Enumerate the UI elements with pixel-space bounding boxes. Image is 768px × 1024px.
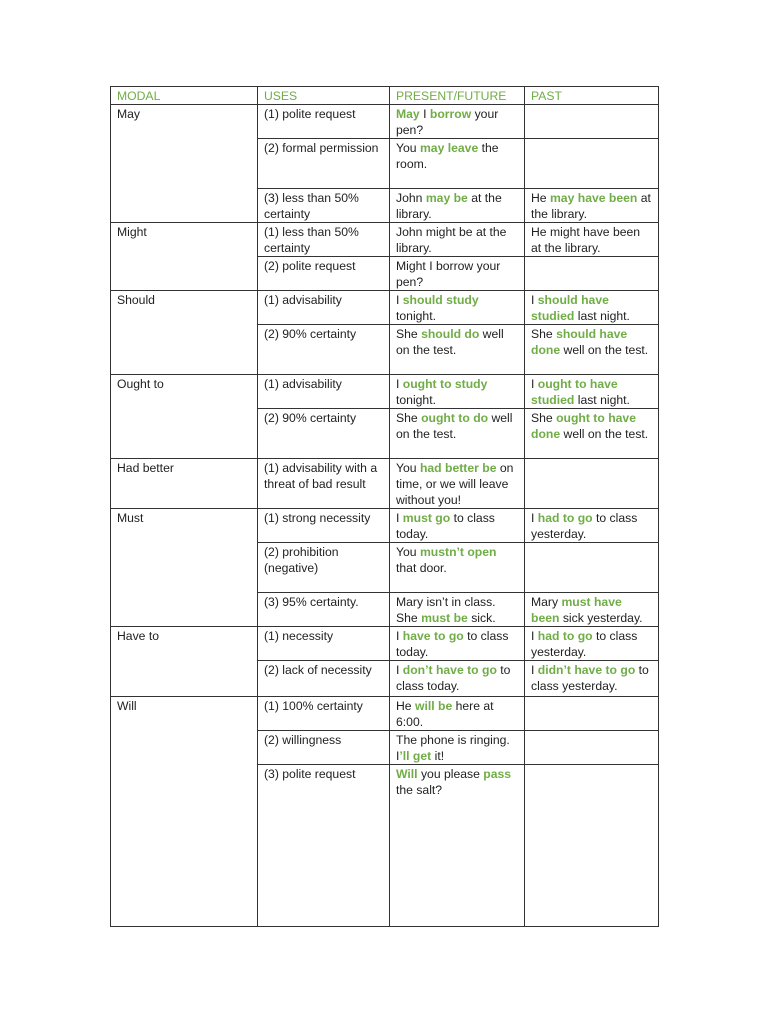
- example-text: I: [396, 511, 403, 525]
- past-example-cell: [525, 189, 659, 223]
- use-cell: (3) polite request: [258, 765, 390, 927]
- example-text: He might have been at the library.: [531, 225, 641, 255]
- present-example-cell: [390, 223, 525, 257]
- example-text: She: [396, 411, 422, 425]
- example-text: You: [396, 545, 420, 559]
- modals-table-body: [111, 87, 659, 927]
- past-example-cell: [525, 291, 659, 325]
- example-text: She: [531, 327, 557, 341]
- example-text: last night.: [574, 393, 630, 407]
- table-row: [111, 291, 659, 325]
- present-example-cell: [390, 731, 525, 765]
- use-cell: (1) advisability: [258, 291, 390, 325]
- example-text: Might I borrow your pen?: [396, 259, 501, 289]
- past-example-cell: [525, 257, 659, 291]
- modal-highlight: should do: [421, 327, 480, 341]
- present-example-cell: [390, 593, 525, 627]
- example-text: I: [396, 377, 403, 391]
- table-row: [111, 459, 659, 509]
- modal-name-cell: Had better: [111, 459, 258, 509]
- modal-highlight: had to go: [537, 629, 593, 643]
- example-text: I: [396, 629, 403, 643]
- past-example-cell: [525, 325, 659, 375]
- modal-name-cell: Must: [111, 509, 258, 627]
- past-example-cell: [525, 627, 659, 661]
- example-text: to class today.: [396, 629, 509, 659]
- example-text: The phone is ringing. I: [396, 733, 510, 763]
- present-example-cell: [390, 375, 525, 409]
- example-text: You: [396, 461, 420, 475]
- modal-highlight: may have been: [549, 191, 638, 205]
- example-text: She: [396, 327, 422, 341]
- use-cell: (2) lack of necessity: [258, 661, 390, 697]
- use-cell: (2) willingness: [258, 731, 390, 765]
- example-text: tonight.: [396, 309, 436, 323]
- past-example-cell: [525, 543, 659, 593]
- modal-name-cell: Have to: [111, 627, 258, 697]
- example-text: Mary: [531, 595, 562, 609]
- past-example-cell: [525, 409, 659, 459]
- past-example-cell: [525, 593, 659, 627]
- example-text: I: [531, 377, 538, 391]
- past-example-cell: [525, 105, 659, 139]
- example-text: tonight.: [396, 393, 436, 407]
- example-text: I: [531, 663, 538, 677]
- present-example-cell: [390, 661, 525, 697]
- header-uses: USES: [258, 87, 390, 105]
- modal-name-cell: May: [111, 105, 258, 223]
- modal-name-cell: Ought to: [111, 375, 258, 459]
- past-example-cell: [525, 375, 659, 409]
- modal-highlight: have to go: [402, 629, 464, 643]
- past-example-cell: [525, 765, 659, 927]
- table-row: [111, 105, 659, 139]
- example-text: I: [419, 107, 430, 121]
- example-text: well on the test.: [396, 327, 504, 357]
- example-text: She: [531, 411, 557, 425]
- example-text: I: [531, 511, 538, 525]
- example-text: on time, or we will leave without you!: [396, 461, 514, 507]
- modal-highlight: borrow: [429, 107, 472, 121]
- example-text: I: [396, 293, 403, 307]
- table-row: [111, 627, 659, 661]
- present-example-cell: [390, 409, 525, 459]
- example-text: the salt?: [396, 783, 443, 797]
- modal-highlight: may be: [425, 191, 468, 205]
- past-example-cell: [525, 697, 659, 731]
- example-text: Mary isn’t in class. She: [396, 595, 496, 625]
- past-example-cell: [525, 223, 659, 257]
- example-text: at the library.: [531, 191, 651, 221]
- example-text: well on the test.: [396, 411, 513, 441]
- modal-name-cell: Should: [111, 291, 258, 375]
- example-text: sick yesterday.: [559, 611, 643, 625]
- example-text: your pen?: [396, 107, 499, 137]
- example-text: John might be at the library.: [396, 225, 507, 255]
- example-text: sick.: [467, 611, 496, 625]
- header-past: PAST: [525, 87, 659, 105]
- example-text: to class yesterday.: [531, 629, 638, 659]
- use-cell: (2) 90% certainty: [258, 325, 390, 375]
- use-cell: (1) necessity: [258, 627, 390, 661]
- use-cell: (1) advisability: [258, 375, 390, 409]
- modal-name-cell: Will: [111, 697, 258, 927]
- past-example-cell: [525, 139, 659, 189]
- past-example-cell: [525, 459, 659, 509]
- modals-table: [110, 86, 659, 927]
- example-text: to class yesterday.: [531, 511, 638, 541]
- example-text: last night.: [574, 309, 630, 323]
- example-text: to class today.: [396, 663, 511, 693]
- present-example-cell: [390, 189, 525, 223]
- example-text: well on the test.: [560, 427, 649, 441]
- example-text: I: [531, 629, 538, 643]
- modal-highlight: Will: [396, 767, 418, 781]
- modal-highlight: must be: [421, 611, 468, 625]
- table-row: [111, 375, 659, 409]
- example-text: it!: [431, 749, 445, 763]
- example-text: I: [396, 663, 403, 677]
- present-example-cell: [390, 139, 525, 189]
- modal-highlight: may leave: [419, 141, 479, 155]
- example-text: to class yesterday.: [531, 663, 649, 693]
- present-example-cell: [390, 543, 525, 593]
- modal-highlight: ought to have done: [531, 411, 636, 441]
- use-cell: (3) 95% certainty.: [258, 593, 390, 627]
- present-example-cell: [390, 291, 525, 325]
- example-text: John: [396, 191, 426, 205]
- modal-highlight: mustn’t open: [419, 545, 497, 559]
- modal-highlight: must go: [402, 511, 451, 525]
- modal-highlight: ought to have studied: [531, 377, 618, 407]
- use-cell: (3) less than 50% certainty: [258, 189, 390, 223]
- example-text: You: [396, 141, 420, 155]
- use-cell: (1) polite request: [258, 105, 390, 139]
- example-text: well on the test.: [560, 343, 649, 357]
- modal-highlight: should have done: [531, 327, 628, 357]
- present-example-cell: [390, 509, 525, 543]
- use-cell: (2) prohibition (negative): [258, 543, 390, 593]
- example-text: you please: [417, 767, 484, 781]
- modal-highlight: should have studied: [531, 293, 609, 323]
- present-example-cell: [390, 765, 525, 927]
- present-example-cell: [390, 257, 525, 291]
- example-text: He: [531, 191, 550, 205]
- modal-highlight: must have been: [531, 595, 622, 625]
- modal-highlight: should study: [402, 293, 479, 307]
- example-text: to class today.: [396, 511, 495, 541]
- present-example-cell: [390, 105, 525, 139]
- modal-highlight: ought to study: [402, 377, 488, 391]
- past-example-cell: [525, 509, 659, 543]
- modal-highlight: had to go: [537, 511, 593, 525]
- example-text: He: [396, 699, 415, 713]
- present-example-cell: [390, 459, 525, 509]
- present-example-cell: [390, 325, 525, 375]
- present-example-cell: [390, 697, 525, 731]
- use-cell: (1) strong necessity: [258, 509, 390, 543]
- use-cell: (2) polite request: [258, 257, 390, 291]
- header-modal: MODAL: [111, 87, 258, 105]
- use-cell: (1) less than 50% certainty: [258, 223, 390, 257]
- present-example-cell: [390, 627, 525, 661]
- example-text: I: [531, 293, 538, 307]
- example-text: here at 6:00.: [396, 699, 494, 729]
- example-text: at the library.: [396, 191, 502, 221]
- example-text: that door.: [396, 561, 447, 575]
- past-example-cell: [525, 731, 659, 765]
- modal-highlight: had better be: [419, 461, 497, 475]
- modal-highlight: don’t have to go: [402, 663, 497, 677]
- modal-highlight: ought to do: [421, 411, 489, 425]
- table-row: [111, 223, 659, 257]
- modal-highlight: pass: [483, 767, 512, 781]
- modal-highlight: May: [396, 107, 420, 121]
- modal-highlight: didn’t have to go: [537, 663, 636, 677]
- past-example-cell: [525, 661, 659, 697]
- use-cell: (1) 100% certainty: [258, 697, 390, 731]
- header-present-future: PRESENT/FUTURE: [390, 87, 525, 105]
- modal-highlight: ’ll get: [399, 749, 432, 763]
- table-row: [111, 697, 659, 731]
- modal-name-cell: Might: [111, 223, 258, 291]
- use-cell: (1) advisability with a threat of bad result: [258, 459, 390, 509]
- use-cell: (2) formal permission: [258, 139, 390, 189]
- modal-highlight: will be: [414, 699, 453, 713]
- use-cell: (2) 90% certainty: [258, 409, 390, 459]
- header-row: [111, 87, 659, 105]
- example-text: the room.: [396, 141, 499, 171]
- table-row: [111, 509, 659, 543]
